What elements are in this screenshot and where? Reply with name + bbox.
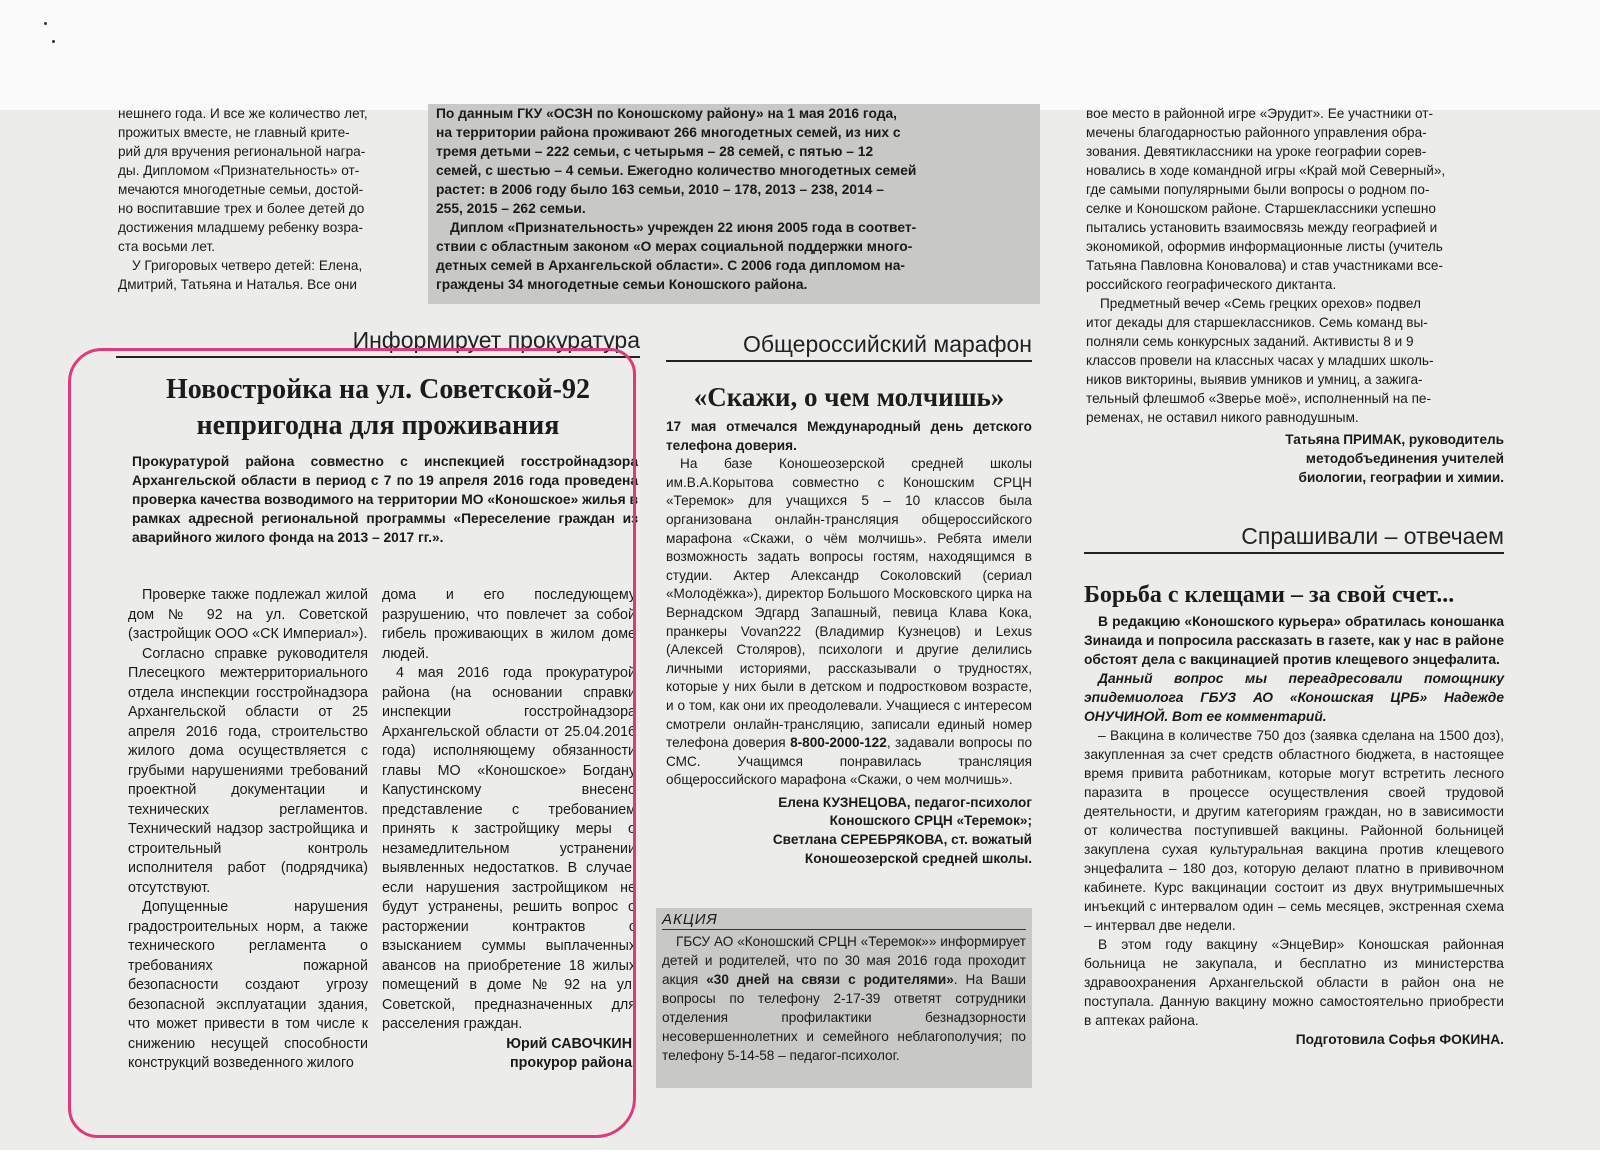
marathon-body: На базе Коношеозерской средней школы им.В.А.Корытова совместно с Коношским СРЦН «Теремок» для учащихся 5 – 10 классов была организована онлайн-трансляция общероссийского марафона «Скажи, о чём молчишь». Ребята имели возможность задать вопросы гостям, находящимся в студии. Актер Александр Соколовский (сериал «Молодёжка»), директор Большого Московского цирка на Вернадском Эдгард Запашный, певица Клава Кока, пранкеры Vovan222 (Владимир Кузнецов) и Lexus (Алексей Столяров), психологи и другие делились личными историями, рассказывали о трудностях, которые у них были в детском и подростковом возрасте, и о том, как они их преодолевали. Учащиеся с интересом смотрели онлайн-трансляцию, записали единый номер телефона доверия <box>666 456 1032 751</box>
signature-line: Юрий САВОЧКИН, <box>506 1035 636 1052</box>
line: но воспитавшие трех и более детей до <box>118 201 365 216</box>
line: детных семей в Архангельской области». С 2006 года дипломом на- <box>436 258 905 273</box>
signature-line: методобъединения учителей <box>1305 451 1504 466</box>
line: Диплом «Признательность» учрежден 22 июня 2005 года в соответ- <box>450 220 917 235</box>
line: Предметный вечер «Семь грецких орехов» подвел <box>1100 296 1421 311</box>
line: Татьяна Павловна Коновалова) и став участниками все- <box>1086 258 1444 273</box>
line: прожитых вместе, не главный крите- <box>118 125 350 140</box>
line: итог декады для старшеклассников. Семь команд вы- <box>1086 315 1428 330</box>
line: экономикой, оформив информационные листы (учитель <box>1086 239 1443 254</box>
marker-circle <box>68 348 636 1138</box>
line: ствии с областным законом «О мерах социальной поддержки много- <box>436 239 913 254</box>
line: 255, 2015 – 262 семьи. <box>436 201 586 216</box>
line: мечаются многодетные семьи, достой- <box>118 182 364 197</box>
line: ды. Дипломом «Признательность» от- <box>118 163 360 178</box>
line: пытались установить взаимосвязь между географией и <box>1086 220 1438 235</box>
line: По данным ГКУ «ОСЗН по Коношскому району» на 1 мая 2016 года, <box>436 106 897 121</box>
qa-lead-italic: Данный вопрос мы переадресовали помощнику эпидемиолога ГБУЗ АО «Коношская ЦРБ» Надежде ОНУЧИНОЙ. Вот ее комментарий. <box>1084 671 1504 724</box>
top-right-column <box>1086 104 1504 487</box>
line: ременах, не оставил никого равнодушным. <box>1086 410 1359 425</box>
marathon-text <box>666 418 1032 868</box>
paragraph: Проверке также подлежал жилой дом № 92 на ул. Советской (застройщик ООО «СК Империал»). <box>128 587 368 642</box>
signature-line: Светлана СЕРЕБРЯКОВА, ст. вожатый <box>772 832 1032 848</box>
headline-line: Новостройка на ул. Советской-92 <box>166 374 590 405</box>
line: мечены благодарностью районного управления обра- <box>1086 125 1427 140</box>
line: зования. Девятиклассники на уроке географии сорев- <box>1086 144 1427 159</box>
line: вое место в районной игре «Эрудит». Ее участники от- <box>1086 106 1433 121</box>
signature-line: Подготовила Софья ФОКИНА. <box>1295 1032 1504 1047</box>
line: ников викторины, выявив умников и умниц, а зажига- <box>1086 372 1423 387</box>
line: классов провели на классных часах у младших школь- <box>1086 353 1434 368</box>
akcia-text-part: ГБСУ АО «Коношский СРЦН «Теремок»» информирует детей и родителей, что по 30 мая 2016 года проходит акция <box>662 934 1026 987</box>
paragraph: дома и его последующему разрушению, что повлечет за собой гибель проживающих в жилом доме людей. <box>382 587 636 662</box>
marathon-lead: 17 мая отмечался Международный день детского телефона доверия. <box>666 419 1032 453</box>
line: новались в ходе командной игры «Край мой Северный», <box>1086 163 1446 178</box>
section-qa: Спрашивали – отвечаем <box>1084 522 1504 554</box>
line: российского географического диктанта. <box>1086 277 1337 292</box>
signature-line: Коношского СРЦН «Теремок»; <box>829 813 1032 829</box>
signature-line: Елена КУЗНЕЦОВА, педагог-психолог <box>778 794 1032 810</box>
line: граждены 34 многодетные семьи Коношского района. <box>436 277 808 292</box>
akcia-text <box>662 910 1026 1065</box>
paragraph: Согласно справке руководителя Плесецкого межтерриториального отдела инспекции госстройнадзора Архангельской области от 25 апреля 2016 года, строительство жилого дома осуществляется с грубыми нарушениями требований проектной документации и технических регламентов. Технический надзор застройщика и строительный контроль исполнителя работ (подрядчика) отсутствуют. <box>128 645 368 896</box>
signature-line: прокурор района. <box>510 1055 636 1071</box>
line: полняли семь конкурсных заданий. Активисты 8 и 9 <box>1086 334 1414 349</box>
signature-line: Коношеозерской средней школы. <box>804 850 1032 866</box>
line: У Григоровых четверо детей: Елена, <box>132 258 363 273</box>
scan-dust <box>44 22 47 25</box>
section-prokuratura: Информирует прокуратура <box>116 326 640 358</box>
headline-line: непригодна для проживания <box>196 410 560 441</box>
line: достижения младшему ребенку возра- <box>118 220 364 235</box>
paragraph: 4 мая 2016 года прокуратурой района (на основании справки инспекции госстройнадзора Архангельской области от 25.04.2016 года) исполняющему обязанности главы МО «Коношское» Богдану Капустинскому внесено представление с требованием принять к застройщику меры о незамедлительном устранении выявленных недостатков. В случае, если нарушения застройщиком не будут устранены, решить вопрос о расторжении контрактов с взысканием суммы выплаченных авансов на приобретение 18 жилых помещений в доме № 92 на ул. Советской, предназначенных для расселения граждан. <box>382 665 636 1032</box>
paragraph: Допущенные нарушения градостроительных норм, а также технического регламента о требованиях пожарной безопасности создают угрозу безопасной эксплуатации здания, что может привести в том числе к снижению несущей способности конструкций возведенного жилого <box>128 899 368 1071</box>
line: растет: в 2006 году было 163 семьи, 2010 – 178, 2013 – 238, 2014 – <box>436 182 884 197</box>
line: тремя детьми – 222 семьи, с четырьмя – 28 семей, с пятью – 12 <box>436 144 874 159</box>
line: нешнего года. И все же количество лет, <box>118 106 368 121</box>
line: семей, с шестью – 4 семьи. Ежегодно количество многодетных семей <box>436 163 917 178</box>
statistics-text <box>436 104 1034 294</box>
top-left-column <box>118 104 406 294</box>
line: Дмитрий, Татьяна и Наталья. Все они <box>118 277 358 292</box>
line: селке и Коношском районе. Старшеклассники успешно <box>1086 201 1436 216</box>
paragraph <box>662 932 1026 1065</box>
phone-number: 8-800-2000-122 <box>790 735 887 751</box>
article-lead: Прокуратурой района совместно с инспекцией госстройнадзора Архангельской области в период с 7 по 19 апреля 2016 года проведена проверка качества возводимого на территории МО «Коношское» жилья в рамках адресной региональной программы «Переселение граждан из аварийного жилого фонда на 2013 – 2017 гг.». <box>132 454 638 545</box>
section-marathon: Общероссийский марафон <box>666 330 1032 362</box>
signature-line: Татьяна ПРИМАК, руководитель <box>1285 432 1504 447</box>
qa-headline: Борьба с клещами – за свой счет... <box>1084 582 1455 608</box>
akcia-name: «30 дней на связи с родителями» <box>706 972 954 987</box>
line: рий для вручения региональной награ- <box>118 144 366 159</box>
paragraph: В этом году вакцину «ЭнцеВир» Коношская районная больница не закупала, и бесплатно из министерства здравоохранения Архангельской области в район она не поступала. Данную вакцину можно самостоятельно приобрести в аптеках района. <box>1084 937 1504 1028</box>
line: где самыми популярными были вопросы о родном по- <box>1086 182 1430 197</box>
signature-line: биологии, географии и химии. <box>1298 470 1504 485</box>
qa-lead: В редакцию «Коношского курьера» обратилась коношанка Зинаида и попросила рассказать в газете, как у нас в районе обстоят дела с вакцинацией против клещевого энцефалита. <box>1084 614 1504 667</box>
qa-text <box>1084 612 1504 1049</box>
line: на территории района проживают 266 многодетных семей, из них с <box>436 125 901 140</box>
paragraph: – Вакцина в количестве 750 доз (заявка сделана на 1500 доз), закупленная за счет средств областного бюджета, в настоящее время привита работникам, которые могут встретить лесного паразита в процессе осуществления своей трудовой деятельности, и другим категориям граждан, но в зависимости от количества поступившей вакцины. Районной больницей закуплена сухая культуральная вакцина против клещевого энцефалита – 180 доз, которую делают платно в прививочном кабинете. Курс вакцинации состоит из двух внутримышечных инъекций с интервалом один – семь месяцев, экстренная схема – интервал две недели. <box>1084 728 1504 933</box>
akcia-label: АКЦИЯ <box>662 910 1026 930</box>
scan-dust <box>52 40 55 43</box>
marathon-headline: «Скажи, о чем молчишь» <box>693 382 1005 412</box>
akcia-text-part: . На Ваши вопросы по телефону 2-17-39 ответят сотрудники отделения профилактики безнадзорности несовершеннолетних и семейного неблагополучия; по телефону 5-14-58 – педагог-психолог. <box>662 972 1026 1063</box>
marathon-body-tail: , задавали вопросы по СМС. Учащимся понравилась трансляция общероссийского марафона «Скажи, о чем молчишь». <box>666 735 1033 788</box>
line: тельный флешмоб «Зверье моё», исполненный на пе- <box>1086 391 1432 406</box>
scan-margin <box>0 0 1600 110</box>
paragraph <box>666 455 1032 790</box>
line: ста восьми лет. <box>118 239 215 254</box>
